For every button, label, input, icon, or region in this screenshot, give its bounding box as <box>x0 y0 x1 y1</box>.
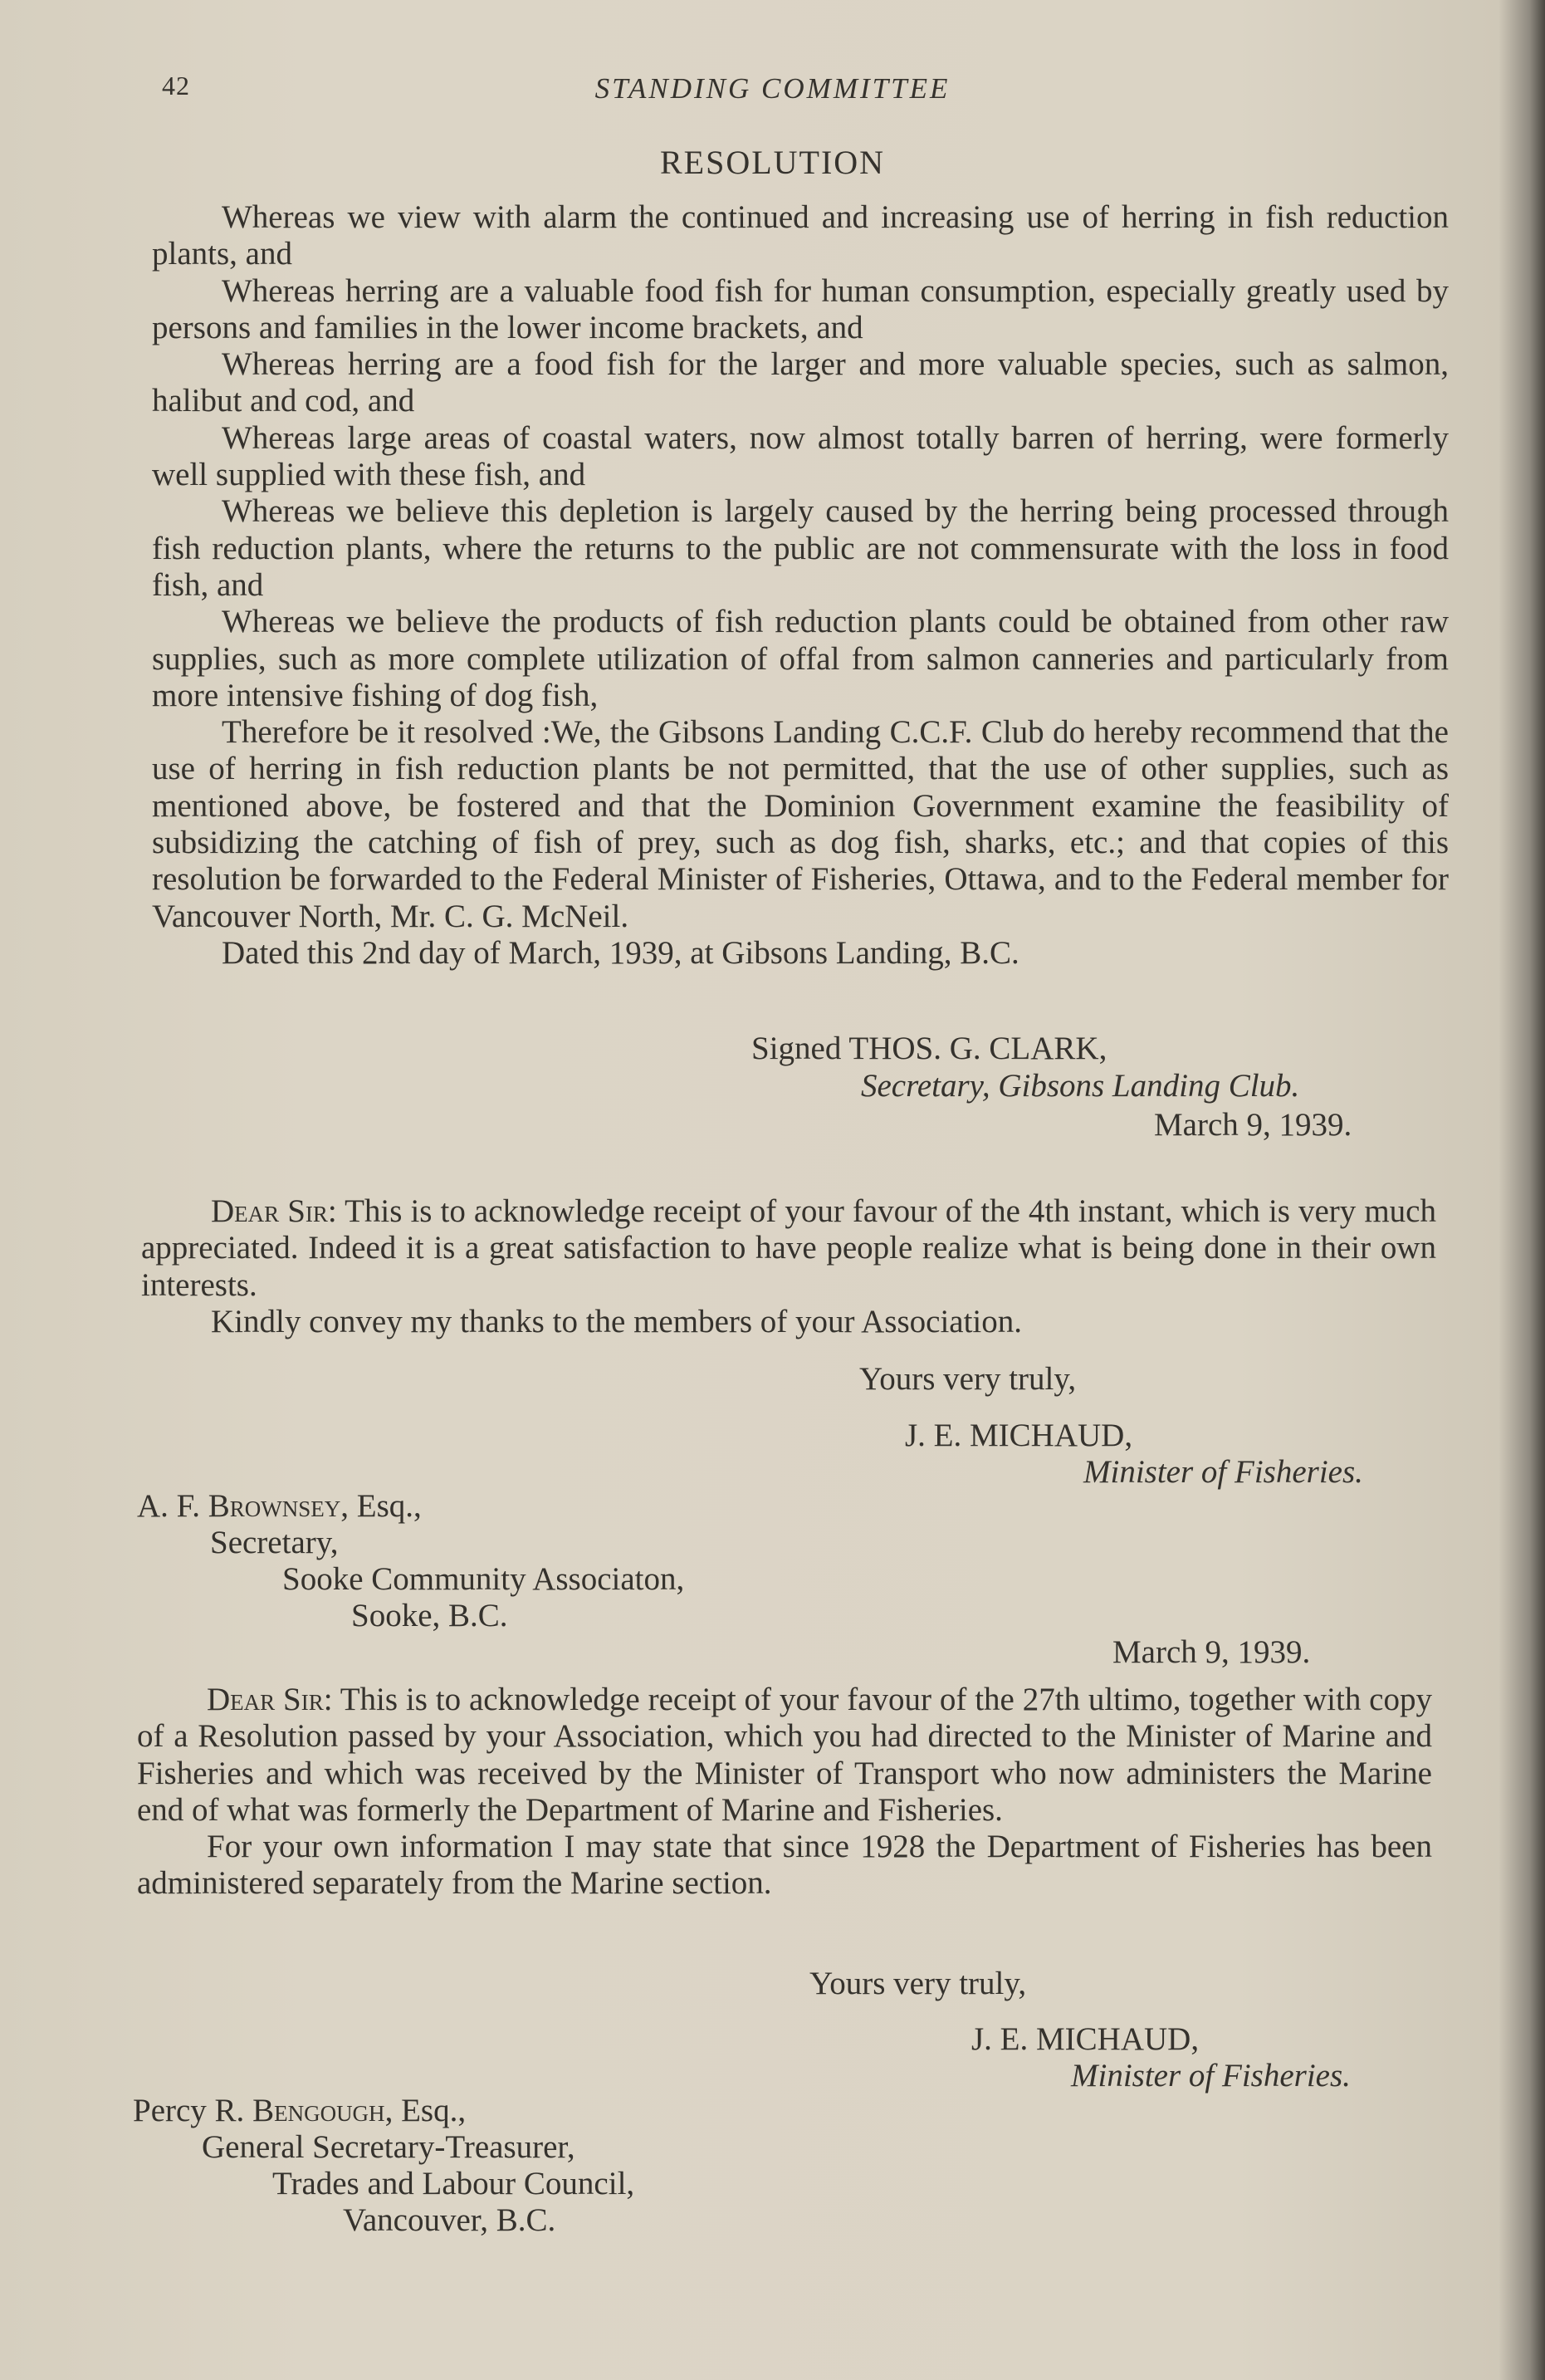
page-number: 42 <box>162 71 190 100</box>
address-line: Secretary, <box>210 1525 339 1560</box>
resolution-paragraph: Whereas herring are a food fish for the larger and more valuable species, such as salmon, halibut and cod, and <box>152 346 1449 419</box>
letter2-salutation: Dear Sir: <box>207 1682 333 1717</box>
letter1-paragraph <box>141 1193 1436 1304</box>
resolution-paragraph: Whereas we view with alarm the continued and increasing use of herring in fish reduction plants, and <box>152 199 1449 272</box>
letter2-paragraph <box>137 1682 1432 1829</box>
letter1-address <box>137 1488 684 1634</box>
address-line: Trades and Labour Council, <box>272 2166 635 2201</box>
address-line: General Secretary-Treasurer, <box>202 2129 575 2165</box>
letter1-body <box>141 1193 1436 1340</box>
letter1-date: March 9, 1939. <box>1154 1107 1352 1143</box>
address-line: Vancouver, B.C. <box>343 2202 556 2238</box>
address-name: A. F. Brownsey, Esq., <box>137 1488 422 1524</box>
resolution-signer-title: Secretary, Gibsons Landing Club. <box>861 1068 1300 1104</box>
letter2-date: March 9, 1939. <box>1112 1634 1311 1670</box>
letter1-paragraph: Kindly convey my thanks to the members of your Association. <box>211 1303 1023 1339</box>
page-header <box>0 71 1545 112</box>
resolution-signed: Signed THOS. G. CLARK, <box>751 1031 1107 1066</box>
letter2-paragraph: For your own information I may state that since 1928 the Department of Fisheries has been administered separately from the Marine section. <box>137 1829 1432 1902</box>
letter1-paragraph-text: This is to acknowledge receipt of your favour of the 4th instant, which is very much appreciated. Indeed it is a great satisfaction to have people realize what is being done in their own interests. <box>141 1193 1436 1303</box>
letter1-salutation: Dear Sir: <box>211 1193 337 1229</box>
letter1-closing: Yours very truly, <box>859 1361 1077 1397</box>
letter2-paragraph-text: This is to acknowledge receipt of your favour of the 27th ultimo, together with copy of a Resolution passed by your Association, which you had directed to the Minister of Marine and Fisheries and which was received by the Minister of Transport who now administers the Marine end of what was formerly the Department of Marine and Fisheries. <box>137 1682 1432 1828</box>
resolution-paragraph: Whereas we believe this depletion is largely caused by the herring being processed through fish reduction plants, where the returns to the public are not commensurate with the loss in food fish, and <box>152 493 1449 603</box>
resolution-body <box>152 199 1449 972</box>
resolution-dated: Dated this 2nd day of March, 1939, at Gibsons Landing, B.C. <box>222 934 1019 971</box>
letter2-closing: Yours very truly, <box>809 1966 1027 2001</box>
resolution-paragraph: Whereas large areas of coastal waters, now almost totally barren of herring, were formerly well supplied with these fish, and <box>152 419 1449 493</box>
letter2-body <box>137 1682 1432 1903</box>
letter1-signer-title: Minister of Fisheries. <box>1083 1454 1363 1490</box>
resolution-title: RESOLUTION <box>659 144 886 181</box>
letter2-signer-title: Minister of Fisheries. <box>1071 2058 1351 2094</box>
letter2-address <box>133 2093 634 2239</box>
resolution-paragraph: Therefore be it resolved :We, the Gibsons Landing C.C.F. Club do hereby recommend that the use of herring in fish reduction plants be not permitted, that the use of other supplies, such as mentioned above, be fostered and that the Dominion Government examine the feasibility of subsidizing the catching of fish of prey, such as dog fish, sharks, etc.; and that copies of this resolution be forwarded to the Federal Minister of Fisheries, Ottawa, and to the Federal member for Vancouver North, Mr. C. G. McNeil. <box>152 714 1449 934</box>
resolution-paragraph: Whereas herring are a valuable food fish for human consumption, especially greatly used by persons and families in the lower income brackets, and <box>152 272 1449 345</box>
address-name: Percy R. Bengough, Esq., <box>133 2093 467 2128</box>
letter2-signer: J. E. MICHAUD, <box>971 2021 1200 2057</box>
running-head: STANDING COMMITTEE <box>594 72 951 105</box>
address-line: Sooke Community Associaton, <box>282 1561 685 1597</box>
address-line: Sooke, B.C. <box>351 1598 508 1633</box>
resolution-paragraph: Whereas we believe the products of fish reduction plants could be obtained from other raw supplies, such as more complete utilization of offal from salmon canneries and particularly from more intensive fishing of dog fish, <box>152 604 1449 713</box>
letter1-signer: J. E. MICHAUD, <box>905 1418 1133 1453</box>
